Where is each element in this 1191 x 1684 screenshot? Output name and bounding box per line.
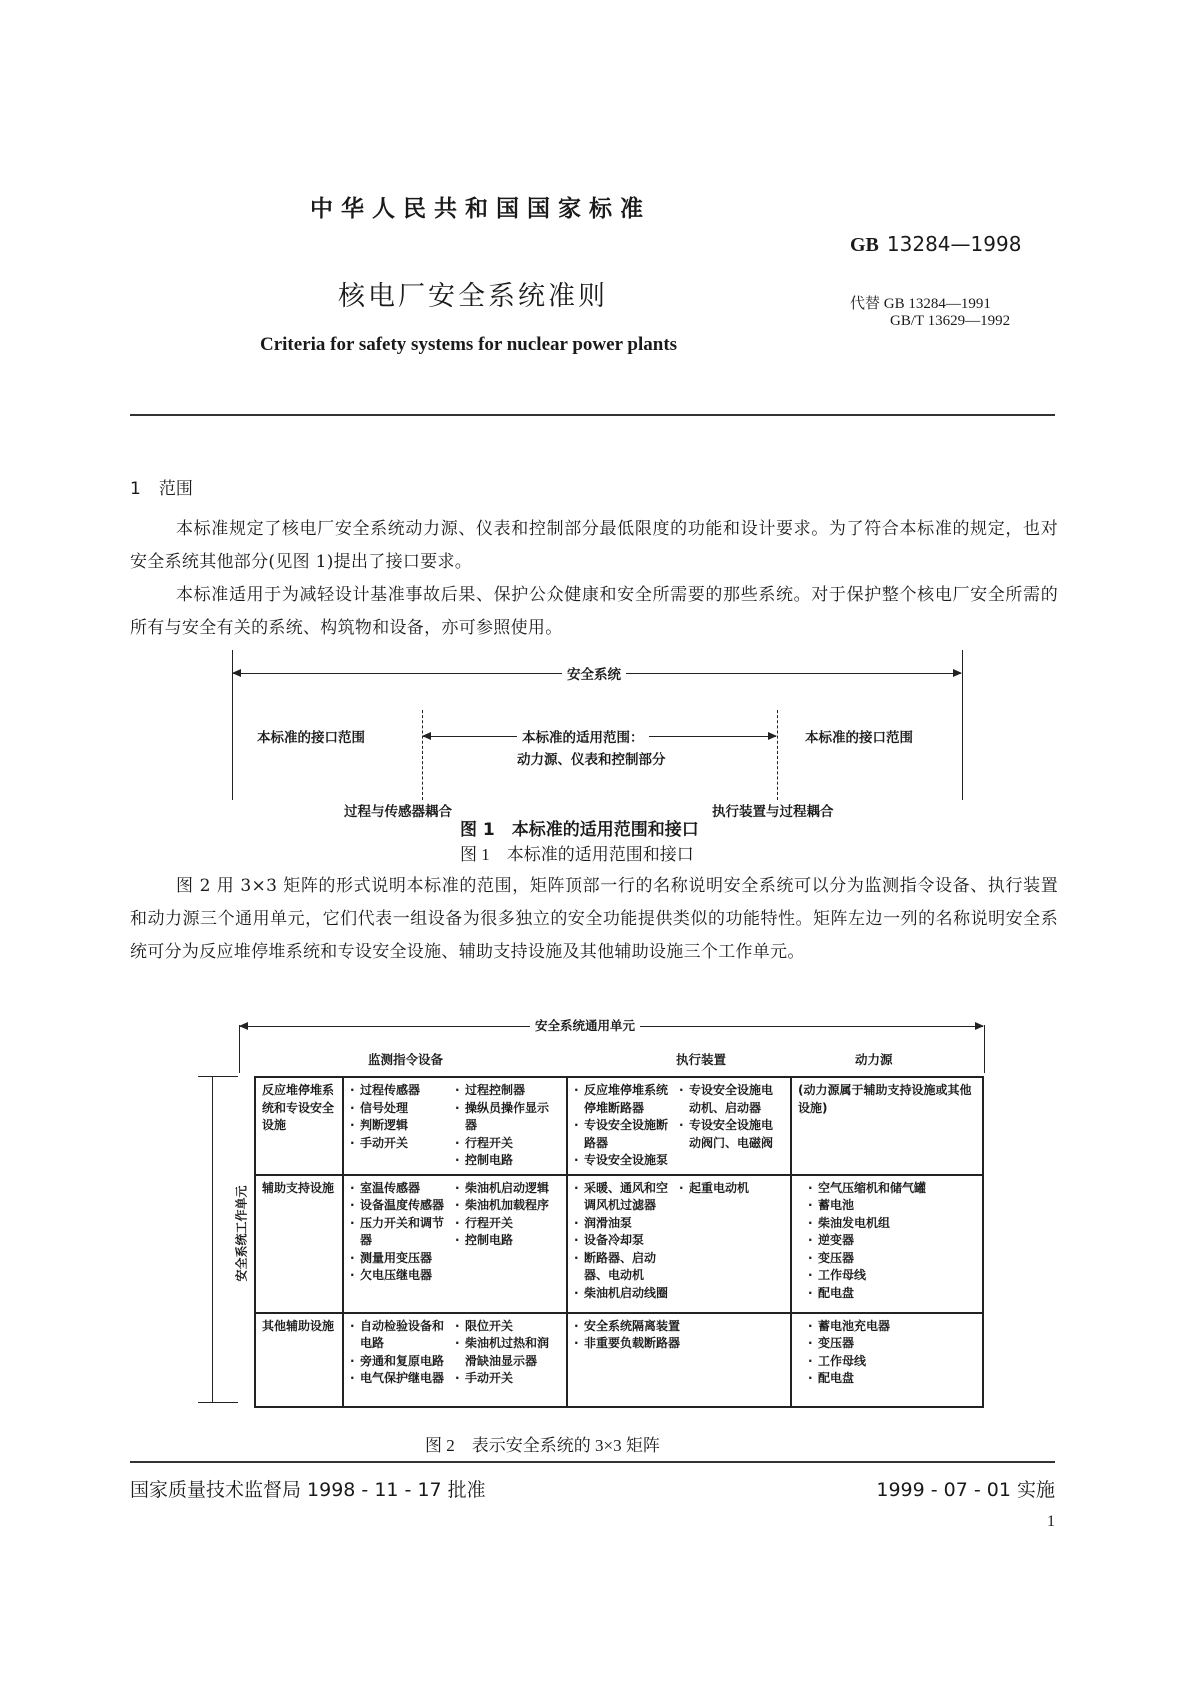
list-item: · 柴油机启动逻辑 — [455, 1180, 560, 1198]
list-item: · 信号处理 — [350, 1100, 455, 1118]
list-item: · 操纵员操作显示器 — [455, 1100, 560, 1135]
list-item: · 过程传感器 — [350, 1082, 455, 1100]
boundary-line — [198, 1402, 238, 1403]
row-header: 其他辅助设施 — [255, 1313, 343, 1407]
figure-2-matrix — [200, 1010, 1000, 1410]
figure-1-caption: 图 1 本标准的适用范围和接口 — [460, 820, 699, 840]
list-item: · 欠电压继电器 — [350, 1267, 455, 1285]
list-item: · 柴油机加载程序 — [455, 1197, 560, 1215]
list-item: · 室温传感器 — [350, 1180, 455, 1198]
paragraph: 本标准规定了核电厂安全系统动力源、仪表和控制部分最低限度的功能和设计要求。为了符合本标准的规定，也对安全系统其他部分(见图 1)提出了接口要求。 — [130, 519, 1058, 572]
paragraph: 本标准适用于为减轻设计基准事故后果、保护公众健康和安全所需要的那些系统。对于保护整个核电厂安全所需的所有与安全有关的系统、构筑物和设备，亦可参照使用。 — [130, 585, 1058, 638]
list-item: · 配电盘 — [808, 1285, 976, 1303]
section-title: 范围 — [158, 479, 193, 499]
list-item: · 测量用变压器 — [350, 1250, 455, 1268]
figure-2-caption: 图 2 表示安全系统的 3×3 矩阵 — [425, 1436, 660, 1455]
list-item: · 行程开关 — [455, 1135, 560, 1153]
list-item: · 断路器、启动器、电动机 — [574, 1250, 679, 1285]
list-item: · 电气保护继电器 — [350, 1370, 455, 1388]
column-header-monitor: 监测指令设备 — [368, 1052, 444, 1067]
figure-1-diagram — [232, 650, 964, 820]
document-title-english: Criteria for safety systems for nuclear power plants — [260, 334, 678, 355]
list-item: · 起重电动机 — [679, 1180, 784, 1198]
matrix-cell — [791, 1313, 983, 1407]
work-units-label: 安全系统工作单元 — [233, 1182, 250, 1284]
boundary-line — [984, 1025, 985, 1073]
list-item: · 手动开关 — [350, 1135, 455, 1153]
list-item: · 安全系统隔离装置 — [574, 1318, 784, 1336]
replaces-item: GB/T 13629—1992 — [890, 313, 1011, 329]
matrix-cell — [343, 1077, 567, 1175]
standard-code: 13284—1998 — [886, 232, 1022, 256]
list-item: · 工作母线 — [808, 1267, 976, 1285]
page-number: 1 — [1047, 1513, 1055, 1530]
list-item: · 润滑油泵 — [574, 1215, 679, 1233]
list-item: · 工作母线 — [808, 1353, 976, 1371]
applicable-scope-detail: 动力源、仪表和控制部分 — [512, 748, 671, 768]
standard-number — [850, 232, 1021, 257]
interface-scope-left: 本标准的接口范围 — [257, 726, 365, 746]
matrix-cell — [343, 1313, 567, 1407]
list-item: · 控制电路 — [455, 1152, 560, 1170]
list-item: · 蓄电池充电器 — [808, 1318, 976, 1336]
list-item: · 自动检验设备和电路 — [350, 1318, 455, 1353]
list-item: · 反应堆停堆系统停堆断路器 — [574, 1082, 679, 1117]
matrix-cell — [343, 1175, 567, 1313]
list-item: · 过程控制器 — [455, 1082, 560, 1100]
replaces-block — [850, 296, 1010, 330]
approval-date: 国家质量技术监督局 1998 - 11 - 17 批准 — [130, 1479, 486, 1501]
list-item: · 控制电路 — [455, 1232, 560, 1250]
list-item: · 变压器 — [808, 1335, 976, 1353]
interface-boundary — [422, 710, 423, 800]
national-standard-heading: 中华人民共和国国家标准 — [310, 196, 651, 222]
effective-date: 1999 - 07 - 01 实施 — [876, 1479, 1055, 1501]
list-item: · 蓄电池 — [808, 1197, 976, 1215]
list-item: · 手动开关 — [455, 1370, 560, 1388]
list-item: · 专设安全设施断路器 — [574, 1117, 679, 1152]
footer-divider — [130, 1461, 1055, 1463]
paragraph: 图 2 用 3×3 矩阵的形式说明本标准的范围，矩阵顶部一行的名称说明安全系统可以分为监测指令设备、执行装置和动力源三个通用单元，它们代表一组设备为很多独立的安全功能提供类似的功能特性。矩阵左边一列的名称说明安全系统可分为反应堆停堆系统和专设安全设施、辅助支持设施及其他辅助设施三个工作单元。 — [130, 876, 1058, 962]
list-item: · 柴油机过热和润滑缺油显示器 — [455, 1335, 560, 1370]
list-item: · 专设安全设施电动机、启动器 — [679, 1082, 784, 1117]
list-item: · 空气压缩机和储气罐 — [808, 1180, 976, 1198]
interface-boundary — [777, 710, 778, 800]
list-item: · 专设安全设施泵 — [574, 1152, 679, 1170]
row-header: 辅助支持设施 — [255, 1175, 343, 1313]
matrix-row — [255, 1175, 983, 1313]
matrix-cell — [567, 1175, 791, 1313]
safety-system-matrix — [254, 1076, 984, 1408]
boundary-line — [962, 650, 963, 800]
list-item: · 采暖、通风和空调风机过滤器 — [574, 1180, 679, 1215]
generic-units-label: 安全系统通用单元 — [530, 1016, 640, 1034]
actuator-process-coupling: 执行装置与过程耦合 — [712, 800, 834, 820]
column-header-power: 动力源 — [855, 1052, 893, 1067]
list-item: · 行程开关 — [455, 1215, 560, 1233]
matrix-cell: (动力源属于辅助支持设施或其他设施) — [791, 1077, 983, 1175]
boundary-line — [198, 1076, 238, 1077]
header-divider — [130, 414, 1055, 416]
list-item: · 压力开关和调节器 — [350, 1215, 455, 1250]
list-item: · 非重要负载断路器 — [574, 1335, 784, 1353]
section-number: 1 — [130, 479, 141, 499]
matrix-cell — [567, 1077, 791, 1175]
replaces-item: GB 13284—1991 — [883, 296, 991, 312]
matrix-row — [255, 1077, 983, 1175]
list-item: · 柴油发电机组 — [808, 1215, 976, 1233]
section-heading — [130, 474, 193, 499]
safety-system-label: 安全系统 — [562, 663, 626, 683]
document-title: 核电厂安全系统准则 — [338, 281, 608, 312]
matrix-cell — [567, 1313, 791, 1407]
list-item: · 设备温度传感器 — [350, 1197, 455, 1215]
list-item: · 判断逻辑 — [350, 1117, 455, 1135]
replaces-label: 代替 — [850, 296, 881, 312]
boundary-line — [239, 1025, 240, 1073]
interface-scope-right: 本标准的接口范围 — [805, 726, 913, 746]
list-item: · 逆变器 — [808, 1232, 976, 1250]
work-units-arrow — [212, 1076, 213, 1402]
applicable-scope-label: 本标准的适用范围： — [517, 726, 649, 746]
process-sensor-coupling: 过程与传感器耦合 — [344, 800, 452, 820]
figure-1-caption-repeat: 图 1 本标准的适用范围和接口 — [460, 845, 694, 864]
column-header-actuator: 执行装置 — [676, 1052, 727, 1067]
list-item: · 柴油机启动线圈 — [574, 1285, 679, 1303]
list-item: · 设备冷却泵 — [574, 1232, 679, 1250]
list-item: · 专设安全设施电动阀门、电磁阀 — [679, 1117, 784, 1152]
matrix-row — [255, 1313, 983, 1407]
list-item: · 旁通和复原电路 — [350, 1353, 455, 1371]
list-item: · 配电盘 — [808, 1370, 976, 1388]
standard-prefix: GB — [850, 234, 879, 256]
list-item: · 限位开关 — [455, 1318, 560, 1336]
row-header: 反应堆停堆系统和专设安全设施 — [255, 1077, 343, 1175]
list-item: · 变压器 — [808, 1250, 976, 1268]
matrix-cell — [791, 1175, 983, 1313]
